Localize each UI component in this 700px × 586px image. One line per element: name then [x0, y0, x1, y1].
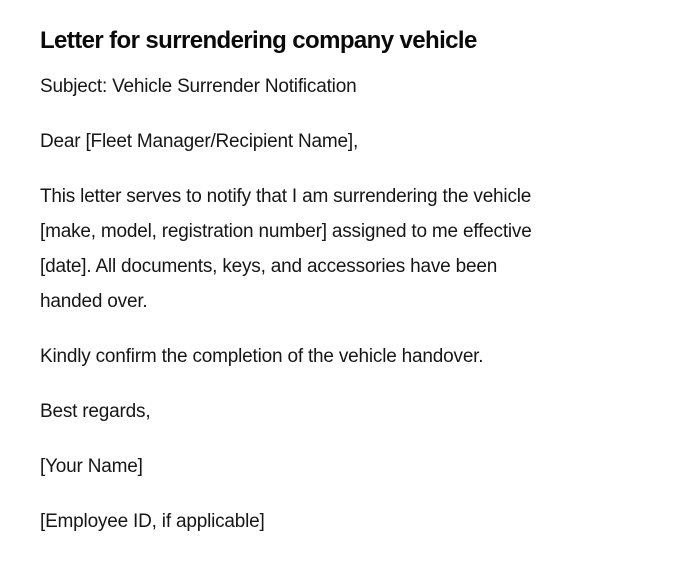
- letter-closing: Best regards,: [40, 401, 151, 422]
- signature-name: [Your Name]: [40, 456, 143, 477]
- letter-subject: Subject: Vehicle Surrender Notification: [40, 76, 357, 97]
- body-line: [make, model, registration number] assigned to me effective: [40, 221, 532, 242]
- document-title: Letter for surrendering company vehicle: [40, 27, 477, 54]
- signature-employee-id: [Employee ID, if applicable]: [40, 511, 265, 532]
- body-line: handed over.: [40, 291, 148, 312]
- body-line: [date]. All documents, keys, and accessories have been: [40, 256, 498, 277]
- body-line: This letter serves to notify that I am surrendering the vehicle: [40, 186, 532, 207]
- letter-body-paragraph: [40, 179, 640, 319]
- letter-confirmation: Kindly confirm the completion of the vehicle handover.: [40, 346, 484, 367]
- letter-greeting: Dear [Fleet Manager/Recipient Name],: [40, 131, 359, 152]
